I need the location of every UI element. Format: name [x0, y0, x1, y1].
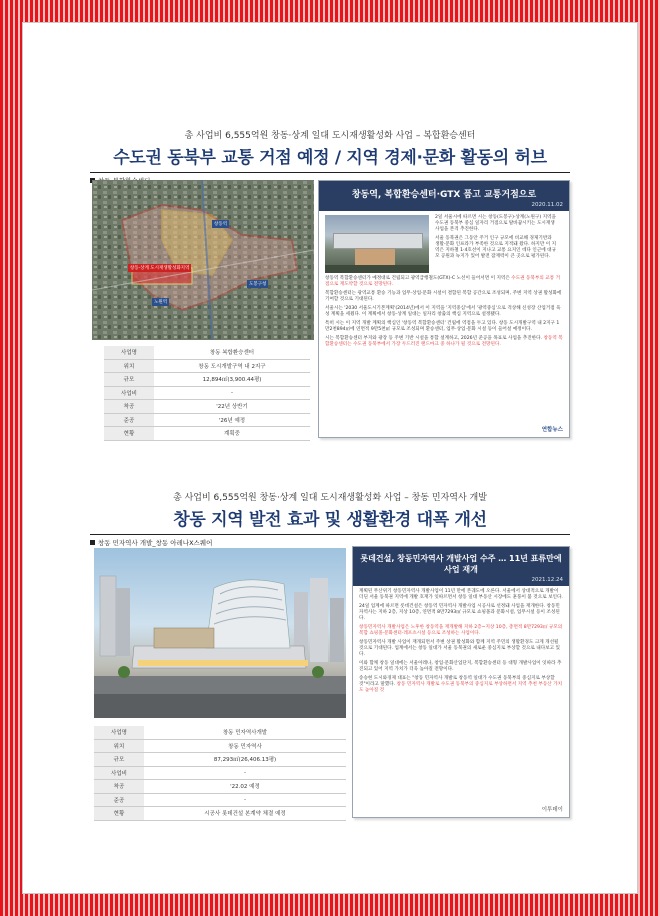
- table-row: 현황 시공사 롯데건설 본계약 체결 예정: [94, 807, 346, 821]
- table-row: 착공 '22년 상반기: [104, 400, 310, 414]
- news-paragraph: 특히 시는 이 지역 개발 계획의 핵심인 '창동역 복합환승센터' 건립에 역점을 두고 있다. 창동 도시개발구역 내 2지구 1만2천894㎡에 연면적 9만5천㎡ 규모로 조성되며 환승센터, 업무·상업·문화 시설 등이 들어설 예정이다.: [325, 321, 560, 332]
- news-paragraph: 창동민자역사 개발 사업이 재개되면서 주변 상권 활성화와 함께 지역 주민의 생활환경도 크게 개선될 것으로 기대된다. 업계에서는 창동 일대가 서울 동북권의 새로운 중심지로 부상할 것으로 내다보고 있다.: [359, 640, 560, 657]
- station-rendering-image: [94, 548, 346, 718]
- news-date: 2020.11.02: [319, 202, 569, 211]
- news-paragraph: 창동역 복합환승센터가 예정대로 건립되고 광역급행철도(GTX)-C 노선이 들어서면 이 지역은 수도권 동북부의 교통 거점으로 재도약할 것으로 전망된다.: [325, 276, 561, 287]
- table-row: 사업비 -: [104, 386, 310, 400]
- news-paragraph: 이와 함께 창동 일대에는 서울아레나, 창업·문화산업단지, 복합환승센터 등 대형 개발사업이 잇따라 추진되고 있어 지역 가치가 더욱 높아질 전망이다.: [359, 661, 562, 672]
- section2-kicker: 총 사업비 6,555억원 창동·상계 일대 도시재생활성화 사업 – 창동 민자역사 개발: [173, 493, 487, 503]
- news-highlight: 창동역 복합환승센터는 수도권 동북부에서 가장 두드러진 랜드마크 중 하나가 될 것으로 전망된다.: [325, 336, 563, 347]
- station-photo: [325, 215, 429, 273]
- news-paragraph: 24일 업계에 따르면 롯데건설은 창동역 민자역사 개발사업 시공사로 선정돼 사업을 재개한다. 창동민자역사는 지하 2층, 지상 10층, 연면적 8만7293㎡ 규모로 쇼핑몰과 문화시설, 업무시설 등이 조성된다.: [359, 604, 560, 621]
- table-row: 준공 '26년 예정: [104, 413, 310, 427]
- table-row: 현황 계획중: [104, 427, 310, 441]
- divider: [90, 534, 570, 535]
- station-rendering: [94, 548, 346, 718]
- news-source: 연합뉴스: [541, 427, 563, 433]
- news-highlight: 창동민자역사 개발사업은 노후한 창동역을 재개발해 지하 2층~지상 10층, 총면적 8만7293㎡ 규모의 복합 쇼핑몰·문화센터·레포츠시설 등으로 조성하는 사업이다.: [359, 625, 563, 636]
- news-paragraph: 복합환승센터는 광역교통 환승 기능과 업무·상업·문화 시설이 결합된 복합 공간으로 조성되며, 주변 지역 상권 활성화에 기여할 것으로 기대된다.: [325, 291, 562, 302]
- section2-subtitle: 창동 민자역사 개발_창동 아레나X스퀘어: [90, 538, 570, 547]
- section-transfer-center: [90, 128, 570, 185]
- section-station-development: [90, 490, 570, 547]
- project-info-table: [94, 726, 346, 821]
- map-label: 노원역: [154, 300, 168, 305]
- table-row: 사업명 창동 민자역사개발: [94, 726, 346, 739]
- news-paragraph: 서울 동북권은 그동안 주거 인구 규모에 비교해 경제기반과 생활·문화 인프라가 부족한 것으로 지적돼 왔다. 하지만 이 지역은 지하철 1·4호선이 지나고 교통 요지인 데다 인근에 대규모 공원과 녹지가 있어 발전 잠재력이 큰 곳으로 평가된다.: [435, 236, 557, 259]
- table-row: 사업비 -: [94, 766, 346, 780]
- map-label: 도봉구청: [249, 282, 267, 287]
- table-row: 준공 -: [94, 793, 346, 807]
- news-paragraph: 시는 복합환승센터 부지와 광장 등 주변 기반 시설을 통합 설계하고, 2026년 준공을 목표로 사업을 추진한다. 창동역 복합환승센터는 수도권 동북부에서 가장 두드러진 랜드마크 중 하나가 될 것으로 전망된다.: [325, 336, 563, 347]
- map-label: 창동역: [214, 222, 228, 227]
- table-row: 위치 창동 도시개발구역 내 2지구: [104, 359, 310, 373]
- aerial-map-image: [92, 180, 314, 340]
- news-source: 이투데이: [541, 807, 563, 813]
- news-card-1: [318, 180, 570, 438]
- bullet-icon: [90, 540, 95, 545]
- section1-headline: 수도권 동북부 교통 거점 예정 / 지역 경제·문화 활동의 허브: [113, 148, 547, 168]
- section2-headline: 창동 지역 발전 효과 및 생활환경 대폭 개선: [173, 510, 487, 530]
- project-info-table: [104, 346, 310, 441]
- divider: [90, 172, 570, 173]
- table-row: 착공 '22.02 예정: [94, 780, 346, 794]
- news-highlight: 수도권 동북부의 교통 거점으로 재도약할 것으로 전망된다.: [325, 276, 561, 287]
- news-date: 2021.12.24: [353, 577, 569, 586]
- map-label: 창동·상계 도시재생활성화지역: [130, 266, 190, 271]
- table-row: 사업명 창동 복합환승센터: [104, 346, 310, 359]
- news-card-2: [352, 546, 570, 818]
- aerial-map: [92, 180, 314, 340]
- table-row: 위치 창동 민자역사: [94, 739, 346, 753]
- news-paragraph: 송승현 도시와경제 대표는 "창동 민자역사 개발로 창동역 일대가 수도권 동북부의 중심지로 부상할 것"이라고 말했다. 창동 민자역사 개발로 수도권 동북부의 중심지로 부상하면서 지역 추천 부동산 가치도 높아질 것: [359, 676, 563, 693]
- table-row: 규모 12,894㎡(3,900.44평): [104, 373, 310, 387]
- news-paragraph: 서울시는 '2030 서울도시기본계획'(2014년)에서 이 지역을 '지역중심'에서 '광역중심'으로 격상해 신성장 산업거점 육성 계획을 세웠다. 이 계획에서 창동·상계 일대는 일자리 창출의 핵심 지역으로 설정됐다.: [325, 306, 561, 317]
- news-highlight: 창동 민자역사 개발로 수도권 동북부의 중심지로 부상하면서 지역 추천 부동산 가치도 높아질 것: [359, 682, 563, 693]
- news-title: 롯데건설, 창동민자역사 개발사업 수주 … 11년 표류만에 사업 재개: [353, 547, 569, 577]
- news-paragraph: 계획된 무산위기 창동민자역사 개발사업이 11년 만에 본궤도에 오른다. 서울에서 상대적으로 개발이 더딘 서울 동북권 지역에 개발 호재가 잇따르면서 창동 일대 부동산 시장에도 훈풍이 불 것으로 보인다.: [359, 589, 563, 600]
- news-title: 창동역, 복합환승센터·GTX 품고 교통거점으로: [319, 181, 569, 202]
- news-paragraph: 2일 서울시에 따르면 시는 창동(도봉구)·상계(노원구) 지역을 수도권 동북부 중심 일자리 거점으로 탈바꿈시키는 도시재생 사업을 본격 추진한다.: [435, 215, 556, 232]
- table-row: 규모 87,293㎡(26,406.13평): [94, 753, 346, 767]
- section1-kicker: 총 사업비 6,555억원 창동·상계 일대 도시재생활성화 사업 – 복합환승센터: [184, 131, 476, 141]
